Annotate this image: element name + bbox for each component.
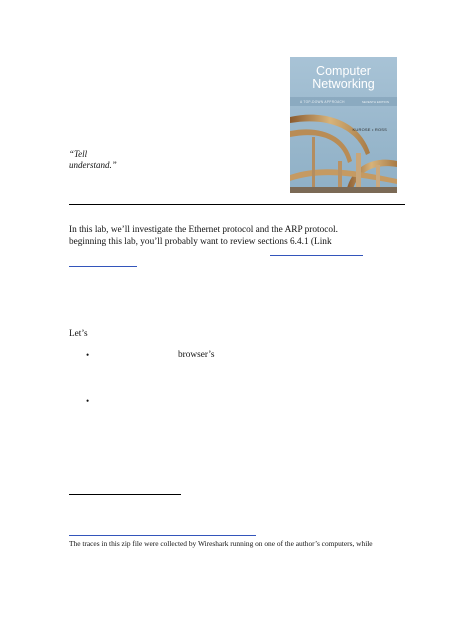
book-cover-image xyxy=(290,57,397,193)
intro-line-1: In this lab, we’ll investigate the Ethernet protocol and the ARP protocol. xyxy=(69,225,338,235)
epigraph-quote xyxy=(69,149,117,171)
footnote-hyperlink-underline[interactable] xyxy=(69,535,256,536)
cover-title xyxy=(290,65,397,91)
lets-text: Let’s xyxy=(69,329,88,339)
footnote-text: The traces in this zip file were collected by Wireshark running on one of the author’s computers, while xyxy=(69,539,373,548)
cover-edition: SEVENTH EDITION xyxy=(361,100,389,104)
cover-title-line-2: Networking xyxy=(312,77,375,91)
quote-line-2: understand.” xyxy=(69,160,117,170)
bullet-2: • xyxy=(86,396,90,406)
hyperlink-underline-1[interactable] xyxy=(270,255,363,256)
quote-line-1: “Tell xyxy=(69,149,88,159)
cover-subtitle: A TOP-DOWN APPROACH xyxy=(300,100,345,104)
cover-title-line-1: Computer xyxy=(316,64,371,78)
footnote-separator xyxy=(69,494,181,495)
hyperlink-underline-2[interactable] xyxy=(69,266,137,267)
cover-authors: KUROSE • ROSS xyxy=(352,127,387,132)
bullet-1-text: browser’s xyxy=(178,350,215,360)
intro-line-2: beginning this lab, you’ll probably want to review sections 6.4.1 (Link xyxy=(69,237,332,247)
section-divider xyxy=(69,204,405,205)
intro-paragraph xyxy=(69,224,338,248)
bullet-1: • xyxy=(86,350,90,360)
